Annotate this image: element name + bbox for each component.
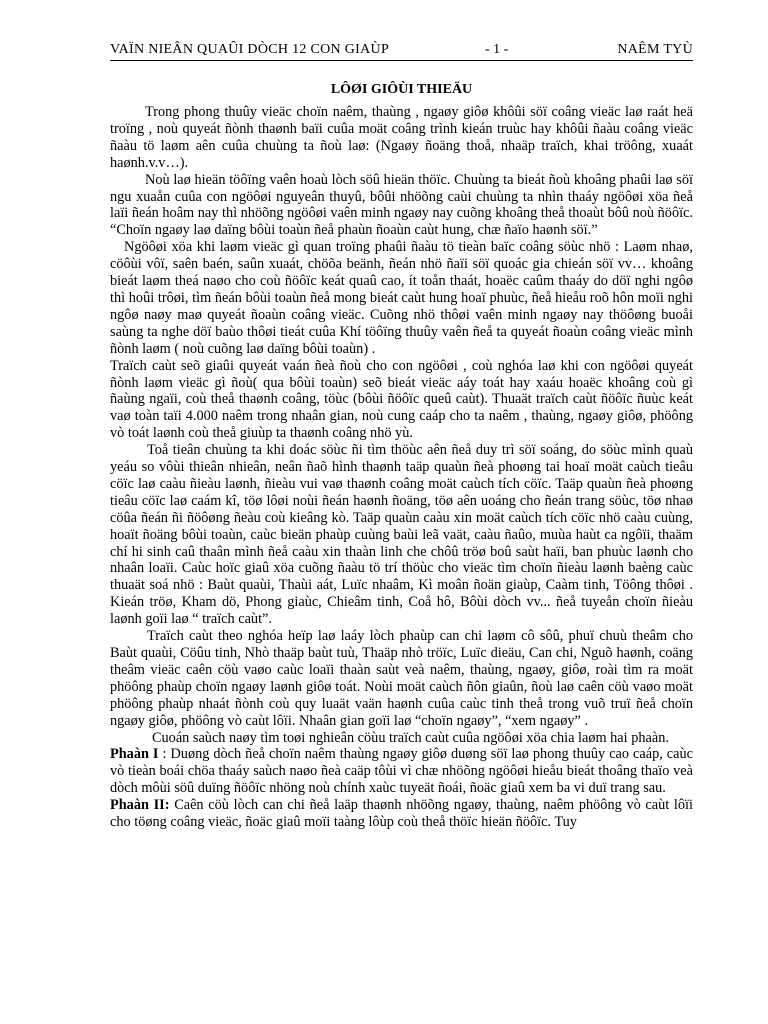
part-2-label: Phaàn II:	[110, 797, 170, 814]
header-page-number: - 1 -	[485, 42, 509, 57]
paragraph-2: Noù laø hieän töôïng vaên hoaù lòch söû hieän thöïc. Chuùng ta bieát ñoù khoâng phaûi laø söï ngu xuaån cuûa con ngöôøi nguyeân thuyû, bôûi nhöõng caùi chuùng ta nhìn thaáy ngöôøi xöa ñeå laïi ñeán hoâm nay thì nhöõng ngöôøi vaên minh ngaøy nay cuõng khoâng theå thoaùt bôû noù ñöôïc. “Choïn ngaøy laø daïng bôùi toaùn ñeå phaùn ñoaùn caùt hung, chæ ñaïo haønh söï.”	[110, 171, 693, 239]
header-book-title: VAÏN NIEÂN QUAÛI DÒCH 12 CON GIAÙP	[110, 42, 390, 57]
page-header	[110, 41, 693, 61]
part-2-paragraph	[110, 797, 693, 831]
paragraph-3: Ngöôøi xöa khi laøm vieäc gì quan troïng phaûi ñaàu tö tieàn baïc coâng söùc nhö : Laøm nhaø, cöôùi vôï, saên baén, saûn xuaát, chöõa beänh, ñeán nhö ñaïi söï quoác gia chieán söï vv… khoâng bieát laøm theá naøo cho coù ñöôïc keát quaû cao, ít toån thaát, hoaëc caûm thaáy do döï nghi ngôø thì hoûi trôøi, tìm ñeán bôùi toaùn ñeå mong bieát caùt hung hoaï phuùc, ñeå hieåu roõ hôn moïi nghi ngôø naøy maø quyeát ñoaùn coâng vieäc. Cuõng nhö thôøi vaên minh ngaøy nay thöôøng buoåi saùng ta nghe döï baùo thôøi tieát cuûa Khí töôïng thuûy vaên ñeå ta quyeát ñoaùn coâng vieäc mình ñònh laøm ( noù cuõng laø daïng bôùi toaùn) .	[110, 239, 693, 357]
page-title: LÔØI GIÔÙI THIEÄU	[330, 82, 473, 97]
part-1-text: : Duøng dòch ñeå choïn naêm thaùng ngaøy giôø duøng söï laø phong thuûy cao caáp, caùc vò tieàn boái chöa thaáy saùch naøo ñeà caäp tôùi vì chæ nhöõng ngöôøi hieåu bieát thoâng thaïo veà dòch môùi söû duïng ñöôïc nhöng noù chính xaùc tuyeät ñoái, ñoäc giaû xem ba vi duï trang sau.	[110, 746, 693, 797]
paragraph-1: Trong phong thuûy vieäc choïn naêm, thaùng , ngaøy giôø khôûi söï coâng vieäc laø raát heä troïng , noù quyeát ñònh thaønh baïi cuûa moät coâng trình kieán truùc hay khôûi ñaàu coâng vieäc ñaàu tö laøm aên cuûa chuùng ta ñoù laø: (Ngaøy ñoäng thoå, nhaäp traïch, khai tröông, xuaát haønh.v.v…).	[110, 104, 693, 171]
part-1-label: Phaàn I	[110, 746, 159, 763]
document-body	[110, 104, 693, 831]
paragraph-7: Cuoán saùch naøy tìm toøi nghieân cöùu traïch caùt cuûa ngöôøi xöa chia laøm hai phaàn.	[152, 729, 669, 746]
header-chapter-title: NAÊM TYÙ	[617, 42, 693, 57]
part-2-text: Caên cöù lòch can chi ñeå laäp thaønh nhöõng ngaøy, thaùng, naêm phöông vò caùt lôïi cho töøng coâng vieäc, ñoäc giaû moïi taàng lôùp coù theå thöïc hieän ñöôïc. Tuy	[110, 797, 693, 831]
part-1-paragraph	[110, 746, 693, 797]
paragraph-5: Toå tieân chuùng ta khi doác söùc ñi tìm thöùc aên ñeå duy trì söï soáng, do söùc mình quaù yeáu so vôùi thieân nhieân, neân ñaõ hình thaønh taäp quaùn ñeà phoøng tai hoaï moät caùch tieâu cöïc laø caàu ñieàu laønh, ñieàu vui vaø thaønh coâng moät caùch tích cöïc. Taäp quaùn ñeà phoøng tieâu cöïc laø caám kî, töø lôøi noùi ñeán haønh ñoäng, töø aên uoáng cho ñeán trang söùc, töø nhaø cöûa ñeán ñi ñöôøng ñeàu coù kieâng kò. Taäp quaùn caàu xin moät caùch tích cöïc nhö caàu cuùng, hoaït ñoäng bôùi toaùn, caùc bieän phaùp cuùng baùi leã vaät, caàu ñaûo, muùa haùt ca ngôïi, thaäm chí hi sinh caû thaân mình ñeå caàu xin thaàn linh che chôû tröø boû saùt haïi, ban phuùc laønh cho nhaân loaïi. Caùc hoïc giaû xöa cuõng ñaàu tö trí thöùc cho vieäc tìm choïn ñieàu laønh baèng caùc thuaät soá nhö : Baùt quaùi, Thaùi aát, Luïc nhaâm, Kì moân ñoän giaùp, Caàm tinh, Töông thôøi . Kieán tröø, Kham dö, Phong giaùc, Chieâm tinh, Coå hô, Bôùi dòch vv... ñeå tuyeån choïn ñieàu laønh goïi laø “ traïch caùt”.	[110, 442, 693, 628]
paragraph-6: Traïch caùt theo nghóa heïp laø laáy lòch phaùp can chi laøm cô sôû, phuï chuù theâm cho Baùt quaùi, Cöûu tinh, Nhò thaäp baùt tuù, Thaäp nhò tröïc, Luïc dieäu, Can chi, Nguõ haønh, coäng theâm vieäc caên cöù vaøo caùc loaïi thaàn saùt veà naêm, thaùng, ngaøy, giôø, roài tìm ra moät phöông phaùp choïn ngaøy laønh giôø toát. Noùi moät caùch ñôn giaûn, ñoù laø caên cöù vaøo moät phöông phaùp nhaát ñònh coù quy luaät vaän haønh cuûa caùc tinh theå trong vuõ truï ñeå choïn ngaøy giôø, phöông vò caùt lôïi. Nhaân gian goïi laø “choïn ngaøy”, “xem ngaøy” .	[110, 628, 693, 729]
paragraph-4: Traïch caùt seõ giaûi quyeát vaán ñeà ñoù cho con ngöôøi , coù nghóa laø khi con ngöôøi quyeát ñònh laøm vieäc gì ñoù( qua bôùi toaùn) seõ bieát vieäc aáy toát hay xaáu hoaëc khoâng coù gì ñaùng ngaïi, coù theå thaønh coâng, töùc (bôùi ñöôïc queû caùt). Thuaät traïch caùt ñöôïc ñuùc keát vaø toàn taïi 4.000 naêm trong nhaân gian, noù cung caáp cho ta naêm , thaùng, ngaøy giôø, phöông vò toát laønh coù theå giuùp ta thaønh coâng nhö yù.	[110, 357, 693, 442]
